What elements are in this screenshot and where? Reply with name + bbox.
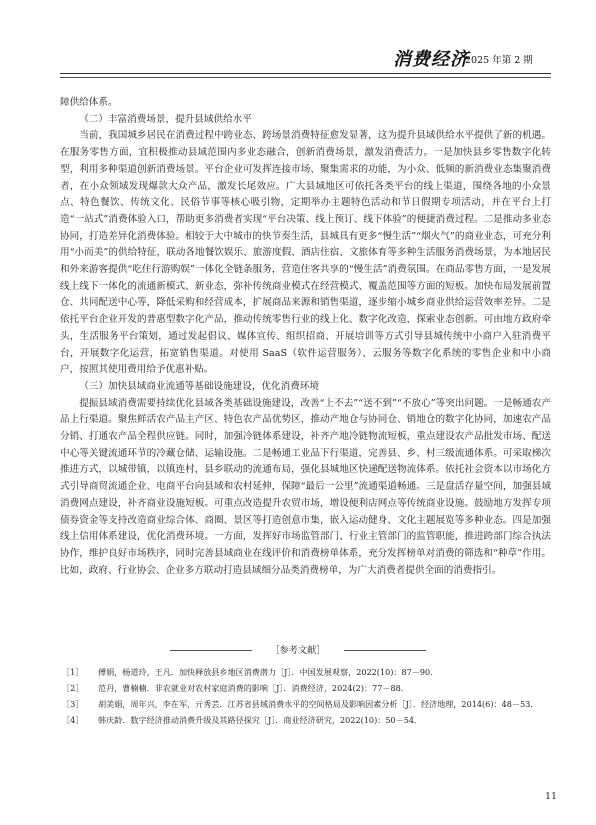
references-title: ［参考文献］ bbox=[270, 645, 326, 656]
references-list bbox=[60, 664, 551, 728]
reference-text: 胡美娟，周年兴，李在军，亓秀芸．江苏省县域消费水平的空间格局及影响因素分析［J］．经济地理，2014(6)：48－53． bbox=[98, 699, 539, 709]
header-rule bbox=[60, 73, 551, 74]
section-heading: （三）加快县域商业流通等基础设施建设，优化消费环境 bbox=[79, 380, 320, 392]
header-rule-thin bbox=[60, 77, 551, 78]
reference-item bbox=[60, 696, 551, 712]
divider bbox=[344, 650, 426, 651]
paragraph: 提振县域消费需要持续优化县域各类基础设施建设，改善“上不去”“送不到”“不放心”等突出问题。一是畅通农产品上行渠道。聚焦鲜活农产品主产区、特色农产品优势区，推动产地仓与协同仓、销地仓的数字化协同，加速农产品分销、打通农产品全程供应链。同时，加强冷链体系建设，补齐产地冷链物流短板，重点建设农产品批发市场、配送中心等关键流通环节的冷藏仓储、运输设施。二是畅通工业品下行渠道，完善县、乡、村三级流通体系。可采取梯次推进方式，以城带镇，以镇连村，县乡联动的流通布局，强化县城地区快递配送物流体系。依托社会资本以市场化方式引导商贸流通企业、电商平台向县域和农村延伸，保障“最后一公里”流通渠道畅通。三是盘活存量空间，加强县域消费网点建设，补齐商业设施短板。可重点改造提升农贸市场，增设便利店网点等传统商业设施。鼓励地方发挥专项债券资金等支持改造商业综合体、商圈、景区等打造创意市集，嵌入运动健身、文化主题展览等多种业态。四是加强线上信用体系建设，优化消费环境。一方面，发挥好市场监管部门、行业主管部门的监管职能，推进跨部门综合执法协作，维护良好市场秩序，同时完善县域商业在线评价和消费榜单体系，充分发挥榜单对消费的筛选和“种草”作用。比如，政府、行业协会、企业多方联动打造县域细分品类消费榜单，为广大消费者提供全面的消费指引。 bbox=[60, 397, 551, 576]
article-body bbox=[60, 95, 551, 579]
journal-name: 消费经济 bbox=[393, 49, 469, 70]
references-title-block bbox=[0, 644, 596, 658]
reference-number: ［3］ bbox=[62, 699, 84, 709]
reference-item bbox=[60, 680, 551, 696]
reference-item bbox=[60, 664, 551, 680]
reference-number: ［4］ bbox=[62, 715, 84, 725]
issue-label: 2025 年第 2 期 bbox=[465, 55, 533, 66]
reference-number: ［2］ bbox=[62, 683, 84, 693]
journal-header bbox=[393, 49, 553, 71]
reference-number: ［1］ bbox=[62, 667, 84, 677]
reference-text: 傅娟，杨道玲，王凡．加快释放县乡地区消费潜力［J］．中国发展观察，2022(10)：87－90． bbox=[98, 667, 439, 677]
section-heading: （二）丰富消费场景，提升县域供给水平 bbox=[79, 113, 252, 125]
paragraph: 当前，我国城乡居民在消费过程中跨业态、跨场景消费特征愈发显著，这为提升县域供给水平提供了新的机遇。在服务零售方面，宜积极推动县域范围内多业态融合，创新消费场景，激发消费活力。一是加快县乡零售数字化转型，利用多种渠道创新消费场景。平台企业可发挥连接市场、聚集需求的功能，为小众、低频的新消费业态集聚消费者，在小众领域发现爆款大众产品，激发长尾效应。广大县域地区可依托各类平台的线上渠道，围绕各地的小众景点、特色餐饮、传统文化、民俗节事等核心吸引物，定期举办主题特色活动和节日假期专项活动，并在平台上打造“一站式”消费体验入口，帮助更多消费者实现“平台决策、线上预订、线下体验”的便捷消费过程。二是推动多业态协同，打造差异化消费体验。相较于大中城市的快节奏生活，县城具有更多“慢生活”“烟火气”的商业业态，可充分利用“小而美”的供给特征，联动各地餐饮娱乐、旅游度假、酒店住宿、文旅体育等多种生活服务消费场景，为本地居民和外来游客提供“吃住行游购娱”一体化全链条服务，营造住客共享的“慢生活”消费氛围。在商品零售方面，一是发展线上线下一体化的流通新模式、新业态，弥补传统商业模式在经营模式、覆盖范围等方面的短板。加快布局发展前置仓、共同配送中心等，降低采购和经营成本，扩展商品来源和销售渠道，逐步缩小城乡商业供给运营效率差异。二是依托平台企业开发的普惠型数字化产品，推动传统零售行业的线上化、数字化改造，探索业态创新。可由地方政府牵头，生活服务平台策划，通过发起倡议、媒体宣传、组织招商、开展培训等方式引导县城传统中小商户入驻消费平台，开展数字化运营，拓宽销售渠道。对使用 SaaS（软件运营服务）、云服务等数字化系统的零售企业和中小商户，按照其使用费用给予优惠补贴。 bbox=[60, 130, 551, 376]
reference-item bbox=[60, 712, 551, 728]
reference-text: 范丹，曹楠楠．非农就业对农村家庭消费的影响［J］．消费经济，2024(2)：77－88． bbox=[98, 683, 409, 693]
paragraph: 障供给体系。 bbox=[60, 97, 118, 108]
reference-text: 韩庆龄．数字经济推动消费升级及其路径探究［J］．商业经济研究，2022(10)：50－54． bbox=[98, 715, 423, 725]
page-number: 11 bbox=[545, 791, 558, 802]
divider bbox=[170, 650, 252, 651]
